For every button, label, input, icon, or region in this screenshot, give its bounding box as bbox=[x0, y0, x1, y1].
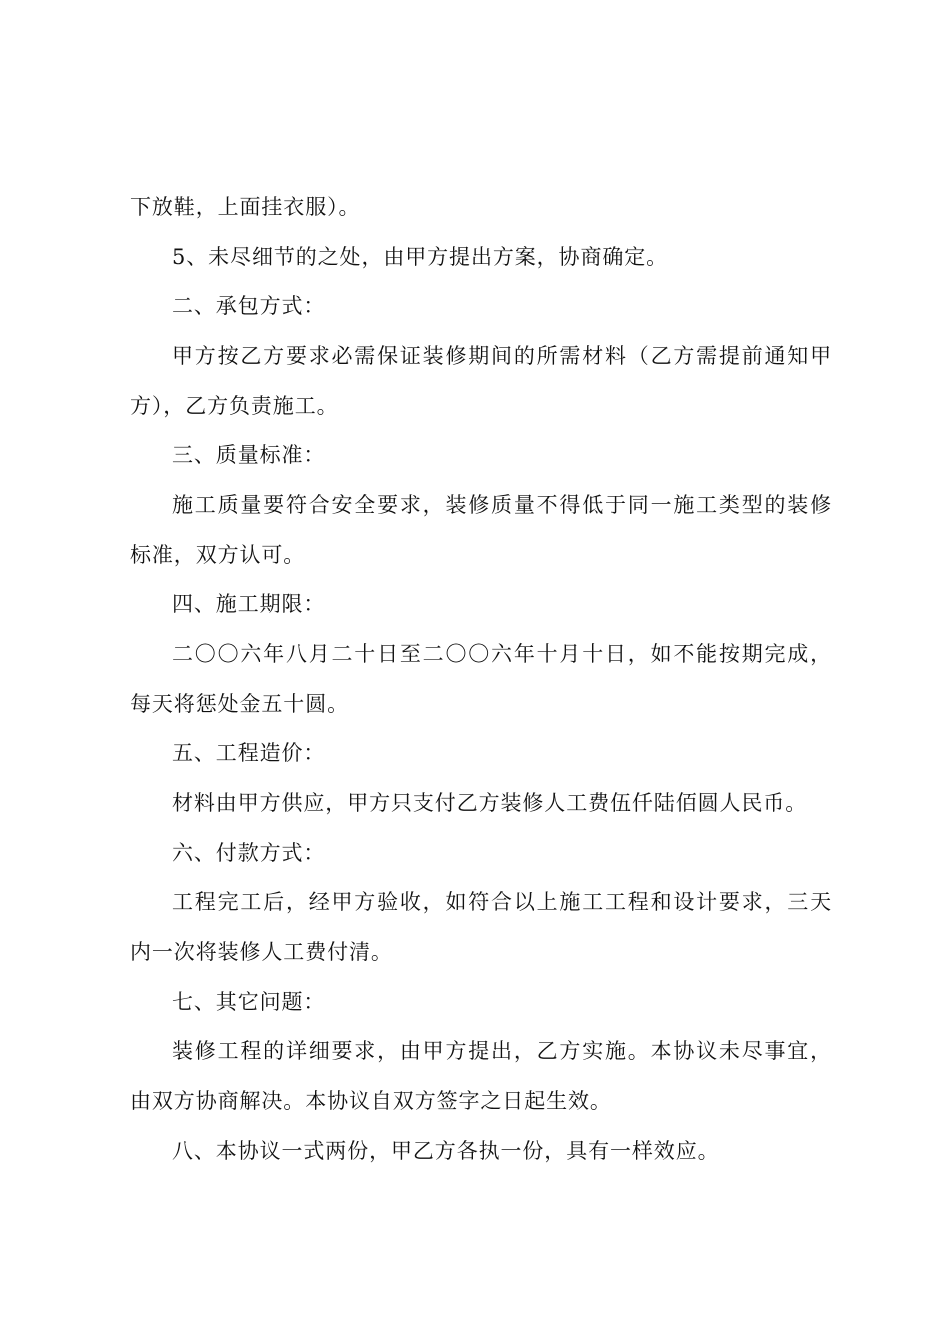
text-line: 二〇〇六年八月二十日至二〇〇六年十月十日，如不能按期完成， bbox=[172, 642, 832, 666]
text-line: 施工质量要符合安全要求，装修质量不得低于同一施工类型的装修 bbox=[172, 493, 832, 517]
section-heading: 二、承包方式： bbox=[172, 294, 326, 318]
text-line: 由双方协商解决。本协议自双方签字之日起生效。 bbox=[130, 1089, 612, 1113]
section-heading: 四、施工期限： bbox=[172, 592, 326, 616]
section-heading: 六、付款方式： bbox=[172, 841, 326, 865]
text-line: 标准，双方认可。 bbox=[130, 543, 306, 567]
section-heading: 七、其它问题： bbox=[172, 990, 326, 1014]
text-line: 每天将惩处金五十圆。 bbox=[130, 692, 349, 716]
section-heading: 五、工程造价： bbox=[172, 741, 326, 765]
text-line: 5、未尽细节的之处，由甲方提出方案，协商确定。 bbox=[172, 245, 669, 269]
text-line: 下放鞋，上面挂衣服）。 bbox=[130, 195, 361, 219]
text-line: 八、本协议一式两份，甲乙方各执一份，具有一样效应。 bbox=[172, 1139, 720, 1163]
text-line: 甲方按乙方要求必需保证装修期间的所需材料（乙方需提前通知甲 bbox=[172, 344, 832, 368]
text-line: 装修工程的详细要求，由甲方提出，乙方实施。本协议未尽事宜， bbox=[172, 1039, 832, 1063]
section-heading: 三、质量标准： bbox=[172, 443, 326, 467]
text-line: 材料由甲方供应，甲方只支付乙方装修人工费伍仟陆佰圆人民币。 bbox=[172, 791, 808, 815]
text-line: 工程完工后，经甲方验收，如符合以上施工工程和设计要求，三天 bbox=[172, 890, 832, 914]
text-line: 方），乙方负责施工。 bbox=[130, 394, 339, 418]
text-line: 内一次将装修人工费付清。 bbox=[130, 940, 393, 964]
